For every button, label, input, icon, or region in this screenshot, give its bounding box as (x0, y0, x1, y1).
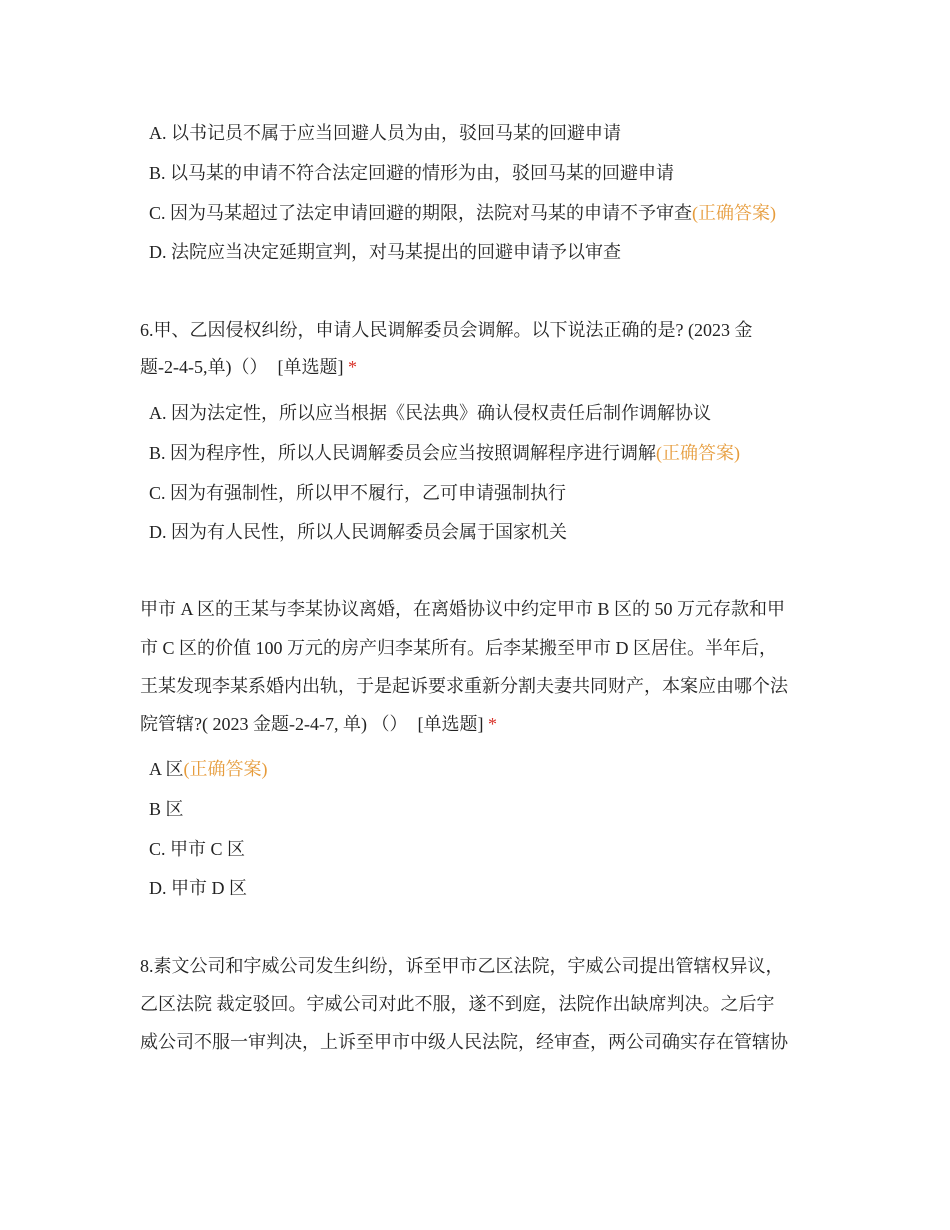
q7-option-d[interactable] (149, 876, 247, 900)
q6-option-b[interactable] (149, 441, 740, 465)
option-text: C. 因为有强制性，所以甲不履行，乙可申请强制执行 (149, 483, 567, 503)
option-text: A 区 (149, 759, 184, 779)
q5-option-b[interactable] (149, 161, 674, 185)
option-text: B. 以马某的申请不符合法定回避的情形为由，驳回马某的回避申请 (149, 163, 675, 183)
option-text: A. 以书记员不属于应当回避人员为由，驳回马某的回避申请 (149, 123, 621, 143)
required-marker: * (487, 714, 497, 734)
correct-answer-tag: (正确答案) (183, 759, 268, 779)
q7-stem-line-3: 王某发现李某系婚内出轨，于是起诉要求重新分割夫妻共同财产，本案应由哪个法 (140, 676, 788, 696)
question-type-label: [单选题] (417, 714, 484, 734)
q7-option-b[interactable] (149, 797, 184, 821)
q6-option-d[interactable] (149, 520, 567, 544)
q7-option-a[interactable] (149, 757, 268, 781)
q8-stem-line-2: 乙区法院 裁定驳回。宇威公司对此不服，遂不到庭，法院作出缺席判决。之后宇 (140, 994, 775, 1014)
q7-stem-line-4 (140, 712, 497, 736)
option-text: A. 因为法定性，所以应当根据《民法典》确认侵权责任后制作调解协议 (149, 403, 711, 423)
q7-stem-text: 院管辖?( 2023 金题-2-4-7, 单) （） (140, 714, 408, 734)
q6-stem-text: 题-2-4-5,单)（） (140, 357, 268, 377)
option-text: B. 因为程序性，所以人民调解委员会应当按照调解程序进行调解 (149, 443, 657, 463)
option-text: D. 甲市 D 区 (149, 878, 247, 898)
correct-answer-tag: (正确答案) (692, 203, 777, 223)
option-text: D. 法院应当决定延期宣判，对马某提出的回避申请予以审查 (149, 242, 621, 262)
q7-stem-line-1: 甲市 A 区的王某与李某协议离婚，在离婚协议中约定甲市 B 区的 50 万元存款和甲 (140, 599, 786, 619)
q5-option-d[interactable] (149, 240, 621, 264)
q6-stem-line-1: 6.甲、乙因侵权纠纷，申请人民调解委员会调解。以下说法正确的是? (2023 金 (140, 320, 753, 340)
q5-option-c[interactable] (149, 201, 776, 225)
q8-stem-line-1: 8.素文公司和宇威公司发生纠纷，诉至甲市乙区法院，宇威公司提出管辖权异议， (140, 956, 784, 976)
q6-option-c[interactable] (149, 481, 566, 505)
q6-stem-line-2 (140, 355, 357, 379)
required-marker: * (347, 357, 357, 377)
q8-stem-line-3: 威公司不服一审判决，上诉至甲市中级人民法院，经审查，两公司确实存在管辖协 (140, 1032, 788, 1052)
option-text: C. 因为马某超过了法定申请回避的期限，法院对马某的申请不予审查 (149, 203, 693, 223)
q5-option-a[interactable] (149, 121, 621, 145)
option-text: C. 甲市 C 区 (149, 839, 246, 859)
option-text: D. 因为有人民性，所以人民调解委员会属于国家机关 (149, 522, 567, 542)
q6-option-a[interactable] (149, 401, 711, 425)
question-type-label: [单选题] (277, 357, 344, 377)
q7-option-c[interactable] (149, 837, 245, 861)
correct-answer-tag: (正确答案) (656, 443, 741, 463)
q7-stem-line-2: 市 C 区的价值 100 万元的房产归李某所有。后李某搬至甲市 D 区居住。半年后， (140, 638, 778, 658)
option-text: B 区 (149, 799, 184, 819)
